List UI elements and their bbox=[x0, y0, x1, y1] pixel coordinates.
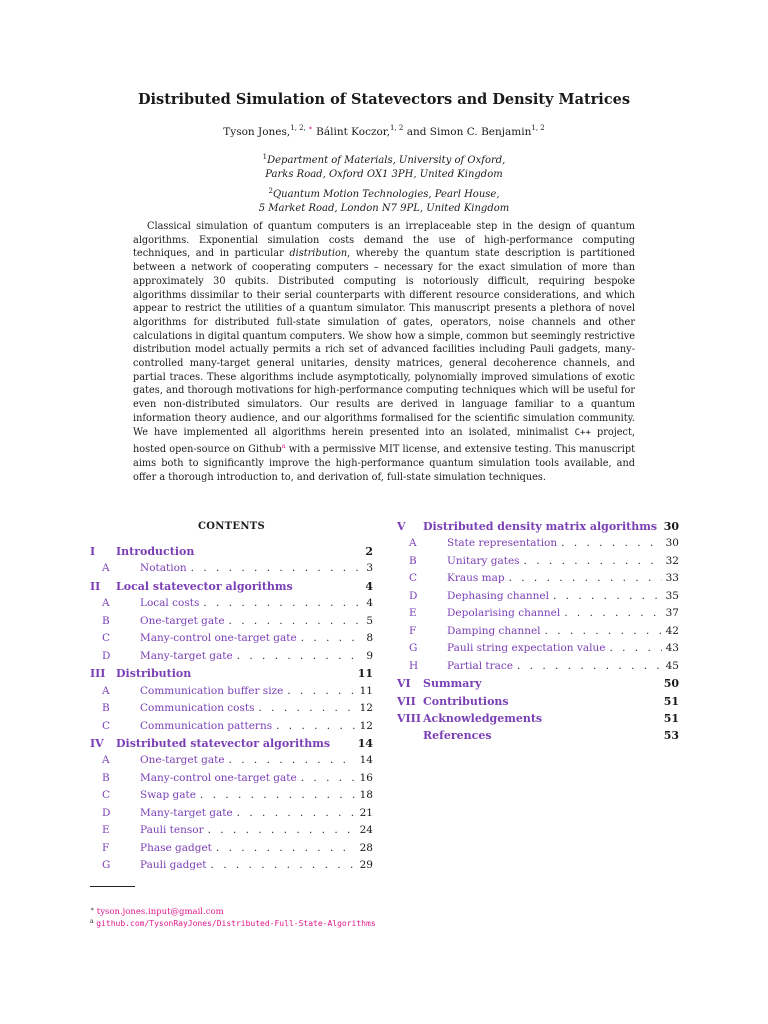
footnote-mark: ∗ bbox=[90, 906, 95, 913]
toc-leader-dots bbox=[564, 607, 661, 619]
toc-entry[interactable] bbox=[397, 537, 679, 554]
toc-entry-number: VI bbox=[397, 677, 411, 691]
toc-leader-dots bbox=[561, 537, 661, 549]
toc-entry-page: 50 bbox=[663, 677, 679, 691]
toc-leader-dots bbox=[301, 772, 356, 784]
toc-entry-page: 43 bbox=[665, 642, 679, 655]
author-affil-mark: 1, 2 bbox=[390, 124, 404, 132]
toc-entry-page: 14 bbox=[357, 736, 373, 750]
toc-entry[interactable] bbox=[90, 685, 373, 702]
toc-entry[interactable] bbox=[90, 580, 373, 597]
affiliation-mark: 2 bbox=[268, 187, 273, 195]
toc-leader-dots bbox=[287, 685, 355, 697]
toc-entry-label: Contributions bbox=[423, 694, 509, 708]
toc-entry-number: II bbox=[90, 579, 101, 593]
toc-entry[interactable] bbox=[90, 597, 373, 614]
toc-entry-page: 51 bbox=[663, 711, 679, 725]
toc-entry-label: Partial trace bbox=[447, 659, 513, 672]
toc-entry-label: Unitary gates bbox=[447, 554, 520, 567]
toc-entry-page: 32 bbox=[665, 554, 679, 567]
toc-entry-number: F bbox=[102, 841, 110, 854]
toc-entry-label: Many-target gate bbox=[140, 806, 233, 819]
toc-entry-label: Many-control one-target gate bbox=[140, 771, 297, 784]
toc-entry[interactable] bbox=[90, 702, 373, 719]
toc-entry-page: 14 bbox=[359, 754, 373, 767]
toc-entry-number: C bbox=[102, 632, 111, 645]
toc-leader-dots bbox=[208, 824, 356, 836]
toc-entry-page: 45 bbox=[665, 659, 679, 672]
toc-entry-label: Summary bbox=[423, 677, 482, 691]
toc-leader-dots bbox=[609, 642, 661, 654]
toc-entry-number: G bbox=[409, 642, 418, 655]
footnote-link-mark[interactable]: a bbox=[281, 442, 286, 451]
footnote bbox=[90, 918, 376, 929]
toc-entry-label: Distribution bbox=[116, 667, 192, 681]
toc-entry-number: C bbox=[102, 719, 111, 732]
toc-entry-page: 28 bbox=[359, 841, 373, 854]
toc-entry-label: Communication costs bbox=[140, 702, 255, 715]
toc-leader-dots bbox=[211, 859, 356, 871]
toc-entry-number: D bbox=[409, 589, 418, 602]
toc-leader-dots bbox=[237, 650, 363, 662]
toc-leader-dots bbox=[553, 590, 662, 602]
author-name: and Simon C. Benjamin bbox=[406, 126, 532, 138]
toc-entry-number: A bbox=[102, 562, 110, 575]
abstract-text: with a permissive MIT license, and extensive testing. This manuscript aims both to significantly improve the high-performance quantum simulation tools available, and offer a thorough introduction to, and derivation of, full-state simulation techniques. bbox=[133, 444, 635, 483]
toc-entry-page: 35 bbox=[665, 589, 679, 602]
toc-entry-label: Damping channel bbox=[447, 624, 541, 637]
toc-entry[interactable] bbox=[397, 590, 679, 607]
toc-entry-label: References bbox=[423, 729, 492, 743]
toc-entry-label: Phase gadget bbox=[140, 841, 212, 854]
toc-entry[interactable] bbox=[90, 545, 373, 562]
contents-heading: CONTENTS bbox=[197, 521, 266, 532]
toc-entry-label: Distributed density matrix algorithms bbox=[423, 520, 658, 533]
toc-entry-number: IV bbox=[90, 736, 104, 750]
toc-entry-page: 2 bbox=[365, 545, 373, 558]
toc-entry-page: 37 bbox=[665, 607, 679, 620]
abstract-emphasis: distribution bbox=[289, 248, 348, 260]
toc-entry-number: C bbox=[102, 789, 111, 802]
abstract bbox=[133, 220, 635, 484]
abstract-code: C++ bbox=[574, 427, 591, 438]
affiliation-line: Quantum Motion Technologies, Pearl House, bbox=[272, 189, 500, 200]
toc-leader-dots bbox=[524, 555, 662, 567]
toc-entry-page: 4 bbox=[365, 579, 373, 593]
toc-entry-number: VII bbox=[397, 694, 416, 708]
toc-entry[interactable] bbox=[90, 842, 373, 859]
toc-entry[interactable] bbox=[397, 677, 679, 694]
toc-leader-dots bbox=[229, 615, 363, 627]
toc-leader-dots bbox=[545, 625, 662, 637]
toc-entry-label: Acknowledgements bbox=[423, 711, 543, 725]
toc-entry-page: 9 bbox=[366, 649, 373, 662]
toc-leader-dots bbox=[301, 632, 363, 644]
toc-entry-number: B bbox=[102, 614, 110, 627]
author-name: Tyson Jones, bbox=[223, 126, 291, 138]
toc-entry[interactable] bbox=[397, 660, 679, 677]
toc-entry-page: 12 bbox=[359, 702, 373, 715]
toc-entry[interactable] bbox=[397, 572, 679, 589]
toc-leader-dots bbox=[191, 562, 363, 574]
toc-entry-page: 53 bbox=[663, 729, 679, 743]
toc-entry[interactable] bbox=[90, 807, 373, 824]
toc-entry-page: 3 bbox=[366, 562, 373, 575]
toc-entry-label: State representation bbox=[447, 537, 558, 550]
toc-entry[interactable] bbox=[90, 562, 373, 579]
toc-leader-dots bbox=[200, 789, 356, 801]
toc-entry-label: Introduction bbox=[116, 545, 195, 558]
toc-entry-label: One-target gate bbox=[140, 754, 225, 767]
toc-leader-dots bbox=[237, 807, 356, 819]
toc-entry[interactable] bbox=[397, 729, 679, 746]
affiliation-line: 5 Market Road, London N7 9PL, United Kingdom bbox=[258, 203, 510, 214]
toc-entry[interactable] bbox=[397, 642, 679, 659]
toc-entry-page: 5 bbox=[366, 614, 373, 627]
toc-entry-label: Many-target gate bbox=[140, 649, 233, 662]
toc-entry-page: 21 bbox=[359, 806, 373, 819]
toc-entry-page: 51 bbox=[663, 694, 679, 708]
toc-entry-page: 18 bbox=[359, 789, 373, 802]
toc-entry-label: Pauli tensor bbox=[140, 824, 204, 837]
toc-entry-page: 8 bbox=[366, 632, 373, 645]
toc-entry-label: Communication buffer size bbox=[140, 684, 284, 697]
toc-entry[interactable] bbox=[90, 824, 373, 841]
toc-leader-dots bbox=[216, 842, 356, 854]
toc-entry-number: B bbox=[409, 554, 417, 567]
toc-entry[interactable] bbox=[90, 772, 373, 789]
author-list bbox=[0, 124, 768, 138]
toc-entry-number: E bbox=[102, 824, 110, 837]
toc-entry-page: 12 bbox=[359, 719, 373, 732]
toc-entry[interactable] bbox=[397, 712, 679, 729]
toc-entry[interactable] bbox=[90, 859, 373, 876]
toc-entry-label: Pauli string expectation value bbox=[447, 642, 606, 655]
toc-entry-page: 42 bbox=[665, 624, 679, 637]
toc-entry-label: Pauli gadget bbox=[140, 859, 207, 872]
affiliation-line: Department of Materials, University of Oxford, bbox=[267, 155, 506, 166]
toc-entry[interactable] bbox=[90, 632, 373, 649]
toc-entry[interactable] bbox=[397, 607, 679, 624]
toc-entry-page: 24 bbox=[359, 824, 373, 837]
toc-entry-number: III bbox=[90, 667, 106, 681]
affiliation bbox=[0, 150, 768, 182]
toc-entry-page: 30 bbox=[665, 537, 679, 550]
author-affil-mark: 1, 2, bbox=[290, 124, 309, 132]
abstract-text: project, hosted open-source on Github bbox=[133, 426, 635, 456]
toc-leader-dots bbox=[276, 720, 356, 732]
toc-entry-number: A bbox=[102, 754, 110, 767]
toc-entry-page: 11 bbox=[357, 667, 373, 681]
affiliation-mark: 1 bbox=[262, 153, 268, 161]
toc-entry-label: Communication patterns bbox=[140, 719, 273, 732]
toc-entry-page: 11 bbox=[359, 684, 373, 697]
toc-entry-number: C bbox=[409, 572, 418, 585]
github-link[interactable]: github.com/TysonRayJones/Distributed-Full-State-Algorithms bbox=[96, 919, 376, 928]
toc-entry-label: Many-control one-target gate bbox=[140, 632, 297, 645]
toc-entry[interactable] bbox=[90, 737, 373, 754]
toc-entry[interactable] bbox=[397, 555, 679, 572]
toc-entry-number: V bbox=[397, 520, 406, 533]
toc-entry-number: E bbox=[409, 607, 417, 620]
toc-entry-label: One-target gate bbox=[140, 614, 225, 627]
toc-entry-page: 30 bbox=[663, 520, 679, 533]
toc-entry-label: Local statevector algorithms bbox=[116, 579, 293, 593]
email-link[interactable]: tyson.jones.input@gmail.com bbox=[96, 907, 224, 917]
abstract-text: , whereby the quantum state description is partitioned between a network of cooperating computers – necessary for the exact simulation of more than approximately 30 qubits. Distributed computing is notoriously difficult, requiring bespoke algorithms dissimilar to their serial counterparts with different resource considerations, and which appear to restrict the utilities of a quantum simulator. This manuscript presents a plethora of novel algorithms for distributed full-state simulation of gates, operators, noise channels and other calculations in digital quantum computers. We show how a simple, common but seemingly restrictive distribution model actually permits a rich set of advanced facilities including Pauli gadgets, many-controlled many-target general unitaries, density matrices, general decoherence channels, and partial traces. These algorithms include asymptotically, polynomially improved simulations of exotic gates, and thorough motivations for high-performance computing techniques which will be useful for even non-distributed simulators. Our results are derived in language familiar to a quantum information theory audience, and our algorithms formalised for the scientific simulation community. We have implemented all algorithms herein presented into an isolated, minimalist bbox=[133, 248, 635, 438]
toc-leader-dots bbox=[203, 597, 362, 609]
abstract-text: Classical simulation of quantum computers is an irreplaceable step in the design of quantum algorithms. Exponential simulation costs demand the use of high-performance computing techniques, and in particular bbox=[133, 221, 635, 260]
toc-entry[interactable] bbox=[90, 667, 373, 684]
toc-entry[interactable] bbox=[397, 695, 679, 712]
toc-entry-page: 33 bbox=[665, 572, 679, 585]
toc-entry-page: 4 bbox=[366, 597, 373, 610]
toc-entry-number: B bbox=[102, 771, 110, 784]
toc-leader-dots bbox=[517, 660, 662, 672]
toc-entry-label: Notation bbox=[140, 562, 187, 575]
toc-entry-label: Depolarising channel bbox=[447, 607, 561, 620]
paper-title: Distributed Simulation of Statevectors and Density Matrices bbox=[137, 91, 631, 108]
toc-entry[interactable] bbox=[90, 754, 373, 771]
toc-entry-label: Kraus map bbox=[447, 572, 505, 585]
affiliation-line: Parks Road, Oxford OX1 3PH, United Kingdom bbox=[265, 169, 503, 180]
toc-entry-page: 29 bbox=[359, 859, 373, 872]
toc-entry-number: A bbox=[409, 537, 417, 550]
toc-entry[interactable] bbox=[397, 520, 679, 537]
toc-entry[interactable] bbox=[397, 625, 679, 642]
author-name: Bálint Koczor, bbox=[316, 126, 391, 138]
toc-entry-label: Dephasing channel bbox=[447, 589, 549, 602]
toc-entry-number: B bbox=[102, 702, 110, 715]
toc-leader-dots bbox=[259, 702, 356, 714]
footnote-mark: a bbox=[90, 918, 94, 925]
toc-entry-page: 16 bbox=[359, 771, 373, 784]
toc-entry-number: G bbox=[102, 859, 111, 872]
toc-entry[interactable] bbox=[90, 789, 373, 806]
toc-entry[interactable] bbox=[90, 615, 373, 632]
toc-leader-dots bbox=[509, 572, 662, 584]
footnote bbox=[90, 906, 224, 917]
toc-entry-number: D bbox=[102, 806, 111, 819]
toc-leader-dots bbox=[229, 754, 356, 766]
footnote-rule bbox=[90, 886, 135, 887]
toc-entry[interactable] bbox=[90, 650, 373, 667]
author-affil-mark: 1, 2 bbox=[531, 124, 545, 132]
toc-entry-number: A bbox=[102, 597, 110, 610]
toc-entry-number: I bbox=[90, 545, 96, 558]
toc-entry[interactable] bbox=[90, 720, 373, 737]
toc-entry-number: D bbox=[102, 649, 111, 662]
toc-entry-label: Swap gate bbox=[140, 789, 196, 802]
toc-entry-label: Distributed statevector algorithms bbox=[116, 736, 331, 750]
toc-entry-number: A bbox=[102, 684, 110, 697]
toc-entry-label: Local costs bbox=[140, 597, 200, 610]
corresponding-author-mark[interactable]: ∗ bbox=[308, 124, 313, 132]
toc-entry-number: VIII bbox=[397, 711, 421, 725]
affiliation bbox=[0, 184, 768, 216]
toc-entry-number: H bbox=[409, 659, 419, 672]
toc-entry-number: F bbox=[409, 624, 417, 637]
